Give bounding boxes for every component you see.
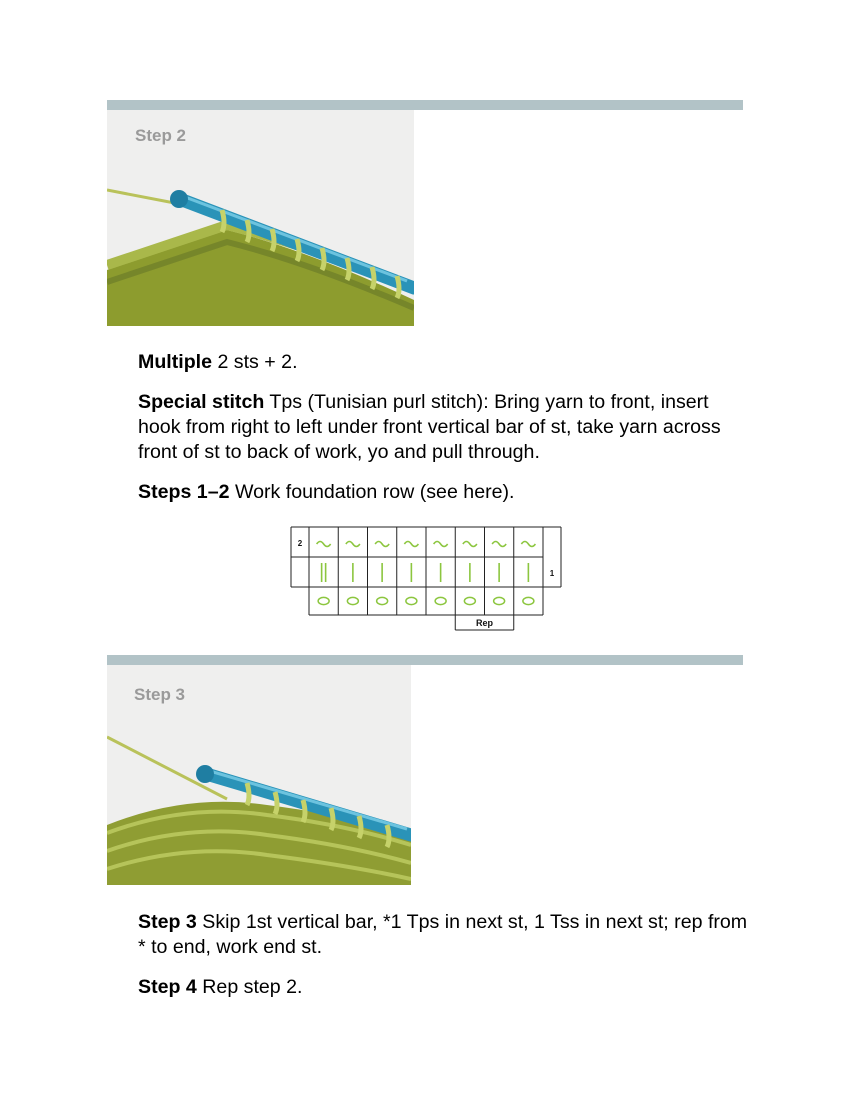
chart-symbol-chain (377, 597, 388, 604)
chart-symbol-tps (317, 542, 331, 547)
section-divider-middle (107, 655, 743, 665)
step-4-text: Rep step 2. (202, 976, 303, 998)
chart-symbol-tps (346, 542, 360, 547)
multiple-paragraph (138, 350, 748, 375)
step-3-text: Skip 1st vertical bar, *1 Tps in next st, 1 Tss in next st; rep from * to end, work end st. (138, 911, 748, 958)
chart-symbol-tps (375, 542, 389, 547)
chart-symbol-tps (404, 542, 418, 547)
multiple-label: Multiple (138, 351, 213, 373)
chart-symbol-chain (494, 597, 505, 604)
chart-symbol-tps (492, 542, 506, 547)
special-stitch-text: Tps (Tunisian purl stitch): Bring yarn to front, insert hook from right to left under front vertical bar of st, take yarn across front of st to back of work, yo and pull through. (138, 391, 721, 463)
chart-symbol-chain (523, 597, 534, 604)
chart-symbol-chain (435, 597, 446, 604)
stitch-chart (290, 526, 562, 632)
chart-row-number: 1 (549, 569, 555, 578)
step-4-label: Step 4 (138, 976, 197, 998)
section-divider-top (107, 100, 743, 110)
special-stitch-paragraph (138, 390, 748, 465)
steps-1-2-text: Work foundation row (see here). (234, 481, 515, 503)
chart-symbol-tps (434, 542, 448, 547)
chart-symbol-tps (521, 542, 535, 547)
steps-1-2-paragraph (138, 480, 748, 505)
chart-row-number: 2 (297, 539, 303, 548)
photo-label-step-2: Step 2 (135, 126, 187, 145)
chart-symbol-chain (347, 597, 358, 604)
chart-symbol-chain (464, 597, 475, 604)
step-4-paragraph (138, 975, 748, 1000)
step-3-photo (107, 665, 411, 885)
photo-label-step-3: Step 3 (134, 685, 186, 704)
chart-rep-label: Rep (475, 618, 494, 628)
step-2-photo (107, 110, 414, 326)
chart-symbol-chain (318, 597, 329, 604)
chart-symbol-tps (463, 542, 477, 547)
steps-1-2-label: Steps 1–2 (138, 481, 230, 503)
step-3-paragraph (138, 910, 748, 960)
step-3-label: Step 3 (138, 911, 197, 933)
special-stitch-label: Special stitch (138, 391, 265, 413)
multiple-text: 2 sts + 2. (217, 351, 298, 373)
chart-symbol-chain (406, 597, 417, 604)
